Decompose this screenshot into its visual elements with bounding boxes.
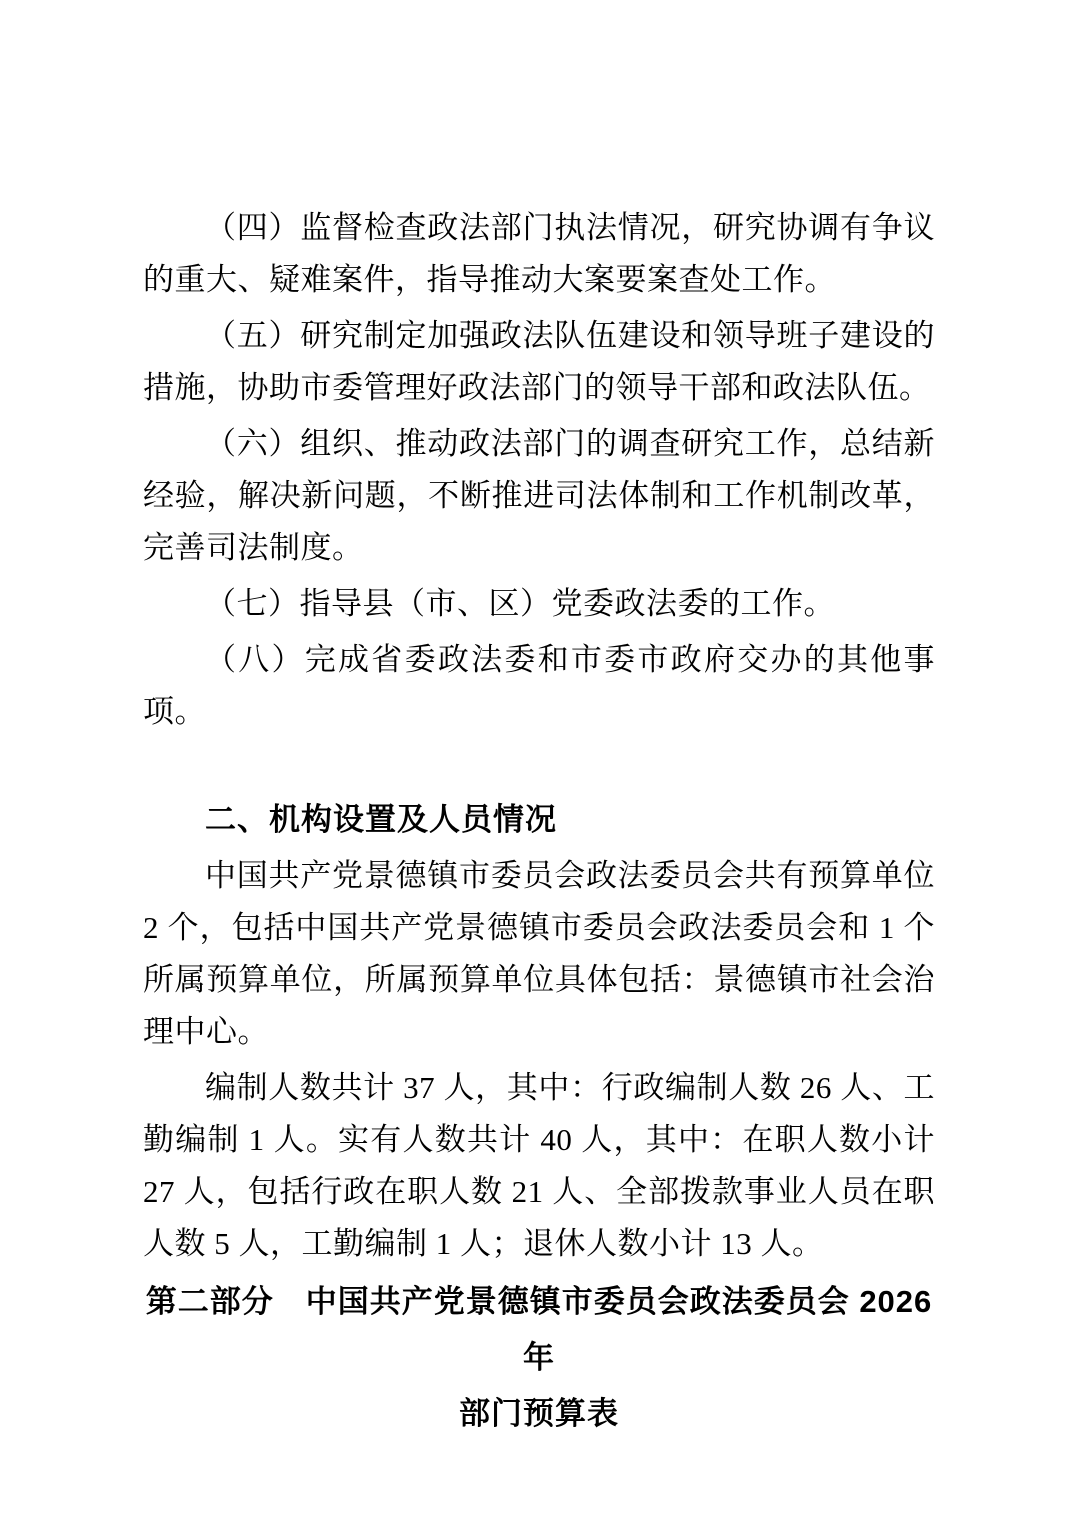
organization-paragraph: 中国共产党景德镇市委员会政法委员会共有预算单位 2 个，包括中国共产党景德镇市委员会政法委员会和 1 个所属预算单位，所属预算单位具体包括：景德镇市社会治理中心。	[143, 858, 935, 1049]
duty-paragraph-8: （八）完成省委政法委和市委市政府交办的其他事项。	[143, 642, 935, 729]
staffing-paragraph: 编制人数共计 37 人，其中：行政编制人数 26 人、工勤编制 1 人。实有人数共计 40 人，其中：在职人数小计 27 人，包括行政在职人数 21 人、全部拨款事业人员在职人数 5 人，工勤编制 1 人；退休人数小计 13 人。	[143, 1070, 935, 1261]
duty-paragraph-4: （四）监督检查政法部门执法情况，研究协调有争议的重大、疑难案件，指导推动大案要案查处工作。	[143, 210, 935, 297]
duty-paragraph-5: （五）研究制定加强政法队伍建设和领导班子建设的措施，协助市委管理好政法部门的领导干部和政法队伍。	[143, 318, 935, 405]
part-two-heading-line1: 第二部分 中国共产党景德镇市委员会政法委员会 2026 年	[145, 1284, 933, 1375]
part-two-heading-line2: 部门预算表	[459, 1396, 619, 1431]
section-heading-organization: 二、机构设置及人员情况	[205, 802, 557, 837]
part-two-heading	[143, 1274, 935, 1442]
duty-paragraph-7: （七）指导县（市、区）党委政法委的工作。	[205, 586, 835, 621]
duty-paragraph-6: （六）组织、推动政法部门的调查研究工作，总结新经验，解决新问题，不断推进司法体制和工作机制改革，完善司法制度。	[143, 426, 935, 565]
